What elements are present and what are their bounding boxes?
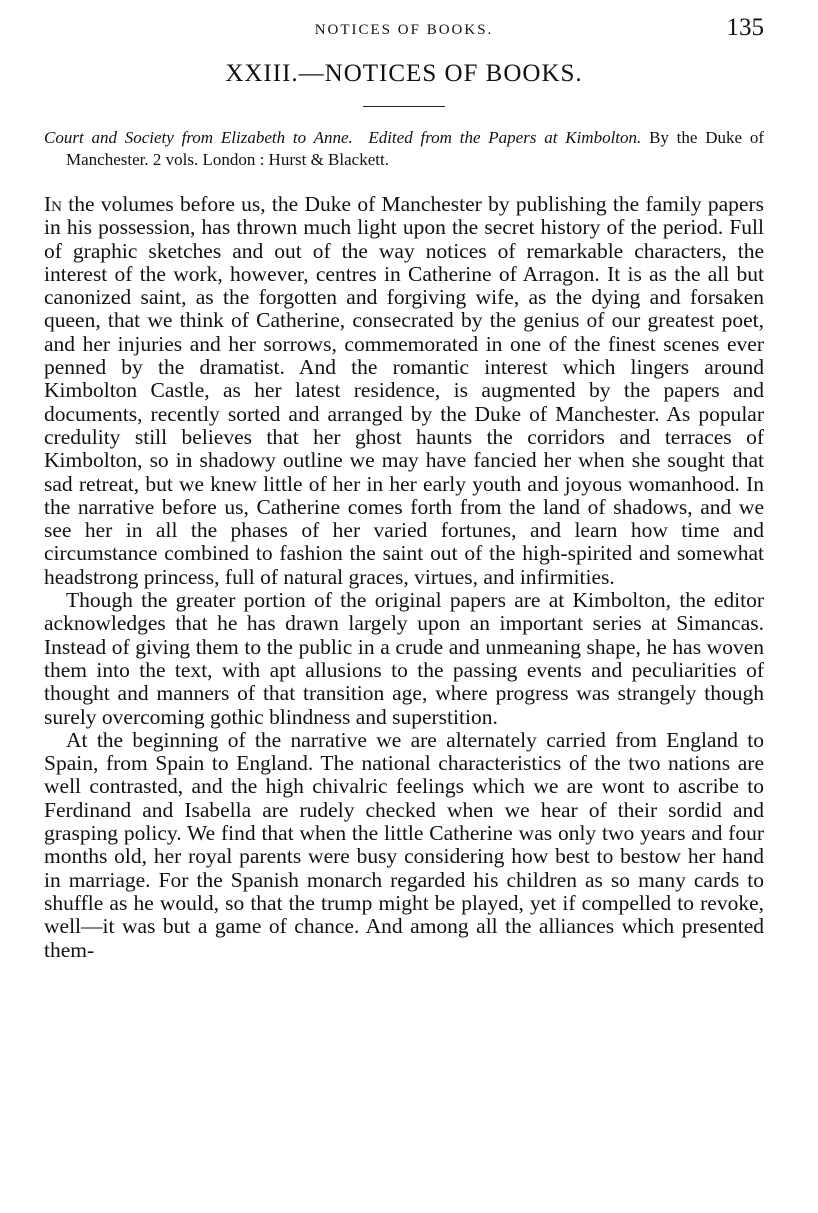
- paragraph-2: Though the greater portion of the original papers are at Kimbolton, the editor acknowledges that he has drawn largely upon an important series at Simancas. Instead of giving them to the public in a crude and unmeaning shape, he has woven them into the text, with apt allusions to the passing events and peculiarities of thought and manners of that transition age, where progress was strangely though surely overcoming gothic blindness and superstition.: [44, 588, 764, 729]
- running-header: [44, 14, 764, 44]
- paragraph-1-lead-word: In: [44, 192, 62, 216]
- page-number: 135: [726, 14, 764, 41]
- section-title: XXIII.—NOTICES OF BOOKS.: [225, 60, 583, 87]
- running-title: NOTICES OF BOOKS.: [314, 22, 494, 38]
- paragraph-3: At the beginning of the narrative we are alternately carried from England to Spain, from Spain to England. The national characteristics of the two nations are well contrasted, and the high chivalric feelings which we are wont to ascribe to Ferdinand and Isabella are rudely checked when we hear of their sordid and grasping policy. We find that when the little Catherine was only two years and four months old, her royal parents were busy considering how best to bestow her hand in marriage. For the Spanish monarch regarded his children as so many cards to shuffle as he would, so that the trump might be played, yet if compelled to revoke, well—it was but a game of chance. And among all the alliances which presented them-: [44, 727, 764, 962]
- book-title: Court and Society from Elizabeth to Anne.: [44, 128, 353, 147]
- paragraph-1: [44, 193, 764, 589]
- edited-from: Edited from the Papers at Kimbolton.: [368, 128, 642, 147]
- title-divider: [363, 106, 445, 107]
- paragraph-1-text: the volumes before us, the Duke of Manchester by publishing the family papers in his possession, has thrown much light upon the secret history of the period. Full of graphic sketches and out of the way notices of remarkable characters, the interest of the work, however, centres in Catherine of Arragon. It is as the all but canonized saint, as the forgotten and forgiving wife, as the dying and forsaken queen, that we think of Catherine, consecrated by the genius of our greatest poet, and her injuries and her sorrows, commemorated in one of the finest scenes ever penned by the dramatist. And the romantic interest which lingers around Kimbolton Castle, as her latest residence, is augmented by the papers and documents, recently sorted and arranged by the Duke of Manchester. As popular credulity still believes that her ghost haunts the corridors and terraces of Kimbolton, so in shadowy outline we may have fancied her when she sought that sad retreat, but we knew little of her in her early youth and joyous womanhood. In the narrative before us, Catherine comes forth from the land of shadows, and we see her in all the phases of her varied fortunes, and learn how time and circumstance combined to fashion the saint out of the high-spirited and somewhat headstrong princess, full of natural graces, virtues, and infirmities.: [44, 192, 764, 589]
- book-citation: [44, 127, 764, 171]
- citation-details: By the Duke of Manchester. 2 vols. London : Hurst & Blackett.: [66, 128, 764, 169]
